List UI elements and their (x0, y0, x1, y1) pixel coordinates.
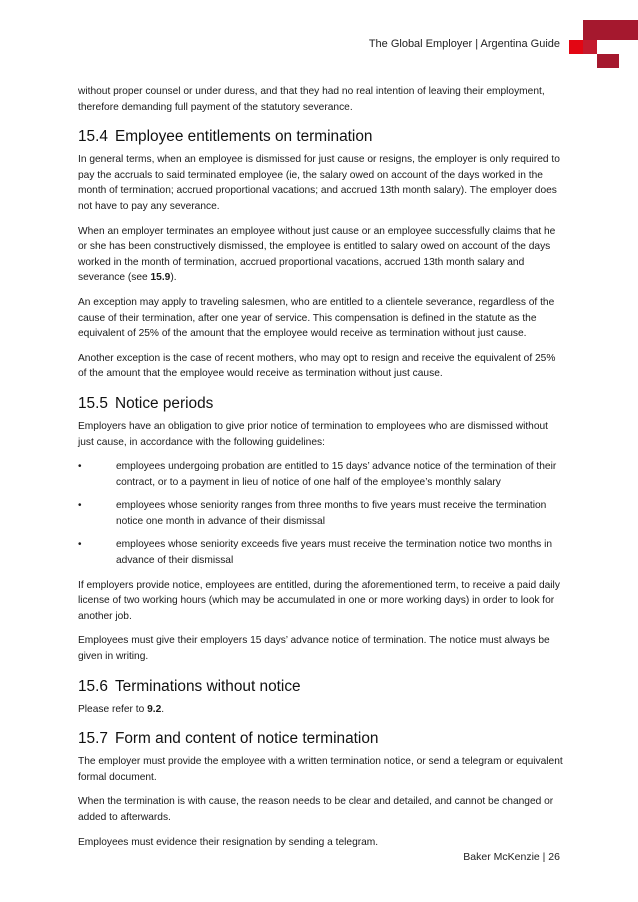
section-15-7-heading (78, 729, 564, 748)
section-15-5-heading (78, 394, 564, 413)
section-15-6-heading (78, 677, 564, 696)
section-title: Form and content of notice termination (114, 730, 379, 748)
paragraph (78, 224, 564, 286)
list-item-text: employees undergoing probation are entitled to 15 days’ advance notice of the termination of their contract, or to a payment in lieu of notice of one half of the employee’s monthly salary (116, 461, 557, 488)
list-item (78, 459, 564, 490)
paragraph: Employees must evidence their resignation by sending a telegram. (78, 836, 379, 848)
paragraph (78, 702, 564, 718)
paragraph: Employers have an obligation to give prior notice of termination to employees who are dismissed without just cause, in accordance with the following guidelines: (78, 420, 549, 448)
section-title: Employee entitlements on termination (114, 128, 373, 146)
notice-guidelines-list (78, 459, 564, 569)
bullet-icon: • (78, 539, 82, 551)
paragraph-text: ). (170, 272, 177, 284)
section-number: 15.4 (78, 128, 108, 146)
cross-reference-link[interactable]: 15.9 (150, 272, 171, 284)
paragraph-text: Please refer to (78, 703, 148, 715)
paragraph-text: When an employer terminates an employee without just cause or an employee successfully claims that he or she has been constructively dismissed, the employee is entitled to salary owed on account of the days worked in the month of termination, accrued proportional vacations, accrued 13th month salary and severance (see (78, 225, 556, 284)
section-number: 15.5 (78, 394, 108, 412)
brand-logo-icon (0, 0, 638, 90)
section-number: 15.7 (78, 730, 108, 748)
section-number: 15.6 (78, 677, 108, 695)
paragraph: When the termination is with cause, the reason needs to be clear and detailed, and cannot be changed or added to afterwards. (78, 796, 554, 823)
section-title: Notice periods (114, 394, 214, 412)
header-title: The Global Employer | Argentina Guide (368, 38, 560, 50)
list-item (78, 537, 564, 568)
intro-paragraph: without proper counsel or under duress, and that they had no real intention of leaving their employment, therefore demanding full payment of the statutory severance. (78, 86, 545, 113)
paragraph: If employers provide notice, employees are entitled, during the aforementioned term, to receive a paid daily license of two working hours (which may be accumulated in one or more working days) in order to look for another job. (78, 579, 560, 622)
paragraph: In general terms, when an employee is dismissed for just cause or resigns, the employer is only required to pay the accruals to said terminated employee (ie, the salary owed on account of the days worked in the month of termination; accrued proportional vacations; and accrued 13th month salary). The employer does not have to pay any severance. (78, 154, 560, 212)
section-15-4-heading (78, 127, 564, 146)
paragraph: Employees must give their employers 15 days’ advance notice of termination. The notice must always be given in writing. (78, 635, 550, 663)
bullet-icon: • (78, 500, 82, 512)
section-title: Terminations without notice (114, 677, 301, 695)
list-item-text: employees whose seniority ranges from three months to five years must receive the termination notice one month in advance of their dismissal (116, 500, 547, 527)
cross-reference-link[interactable]: 9.2 (147, 703, 162, 715)
list-item (78, 498, 564, 529)
paragraph: Another exception is the case of recent mothers, who may opt to resign and receive the equivalent of 25% of the amount that the employee would receive as termination without just cause. (78, 352, 556, 380)
page-footer: Baker McKenzie | 26 (463, 851, 560, 863)
document-body (78, 84, 564, 859)
list-item-text: employees whose seniority exceeds five years must receive the termination notice two months in advance of their dismissal (116, 539, 553, 567)
paragraph: An exception may apply to traveling salesmen, who are entitled to a clientele severance, regardless of the cause of their termination, after one year of service. This compensation is defined in the statute as the equivalent of 25% of the amount that the employee would receive as termination without just cause. (78, 296, 555, 340)
paragraph: The employer must provide the employee with a written termination notice, or send a telegram or equivalent formal document. (78, 756, 563, 783)
bullet-icon: • (78, 461, 82, 473)
paragraph-text: . (161, 703, 165, 715)
